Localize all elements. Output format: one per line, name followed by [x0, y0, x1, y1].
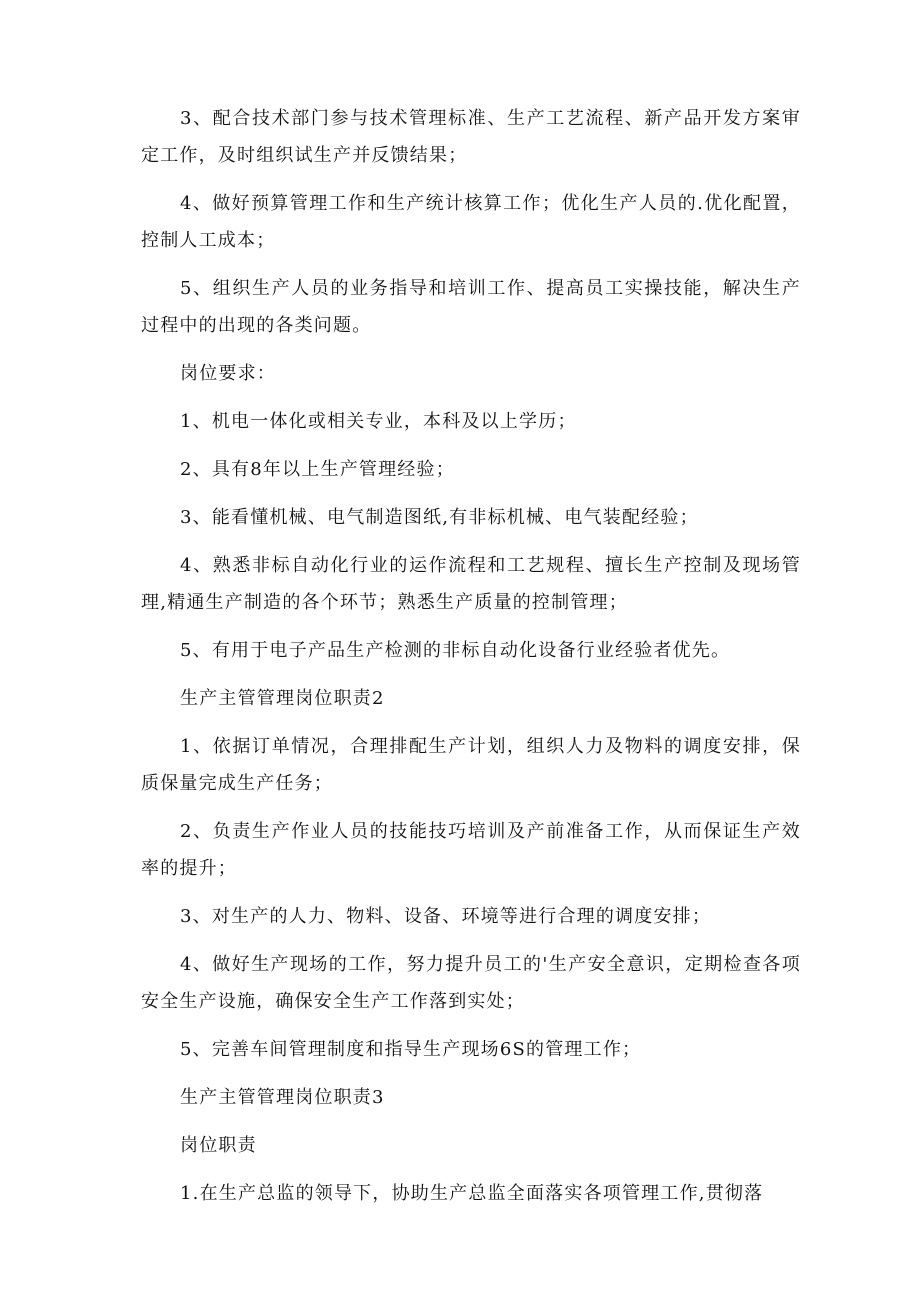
subheading-job-duties: 岗位职责	[180, 1135, 257, 1156]
paragraph-requirement-3: 3、能看懂机械、电气制造图纸,有非标机械、电气装配经验；	[180, 507, 699, 528]
paragraph-duty-4: 4、做好预算管理工作和生产统计核算工作；优化生产人员的.优化配置，控制人工成本；	[141, 193, 801, 251]
paragraph-duty-5: 5、组织生产人员的业务指导和培训工作、提高员工实操技能，解决生产过程中的出现的各类问题。	[141, 278, 801, 336]
paragraph-duties2-item-5: 5、完善车间管理制度和指导生产现场6S的管理工作；	[180, 1039, 642, 1060]
paragraph-requirement-2: 2、具有8年以上生产管理经验；	[180, 459, 455, 480]
paragraph-duties2-item-3: 3、对生产的人力、物料、设备、环境等进行合理的调度安排；	[180, 906, 712, 927]
paragraph-requirement-1: 1、机电一体化或相关专业，本科及以上学历；	[180, 411, 577, 432]
paragraph-duties2-item-1: 1、依据订单情况，合理排配生产计划，组织人力及物料的调度安排，保质保量完成生产任务；	[141, 736, 801, 794]
paragraph-requirement-5: 5、有用于电子产品生产检测的非标自动化设备行业经验者优先。	[180, 640, 731, 661]
section-heading-duties-2: 生产主管管理岗位职责2	[180, 688, 385, 709]
document-body	[141, 100, 801, 1223]
section-heading-requirements: 岗位要求：	[180, 363, 276, 384]
paragraph-duties2-item-2: 2、负责生产作业人员的技能技巧培训及产前准备工作，从而保证生产效率的提升；	[141, 821, 801, 879]
paragraph-duties3-item-1: 1.在生产总监的领导下，协助生产总监全面落实各项管理工作,贯彻落	[180, 1183, 764, 1204]
paragraph-duties2-item-4: 4、做好生产现场的工作，努力提升员工的'生产安全意识，定期检查各项安全生产设施，确保安全生产工作落到实处；	[141, 954, 801, 1012]
paragraph-requirement-4: 4、熟悉非标自动化行业的运作流程和工艺规程、擅长生产控制及现场管理,精通生产制造的各个环节；熟悉生产质量的控制管理；	[141, 555, 801, 613]
section-heading-duties-3: 生产主管管理岗位职责3	[180, 1087, 385, 1108]
paragraph-duty-3: 3、配合技术部门参与技术管理标准、生产工艺流程、新产品开发方案审定工作，及时组织试生产并反馈结果；	[141, 108, 801, 166]
